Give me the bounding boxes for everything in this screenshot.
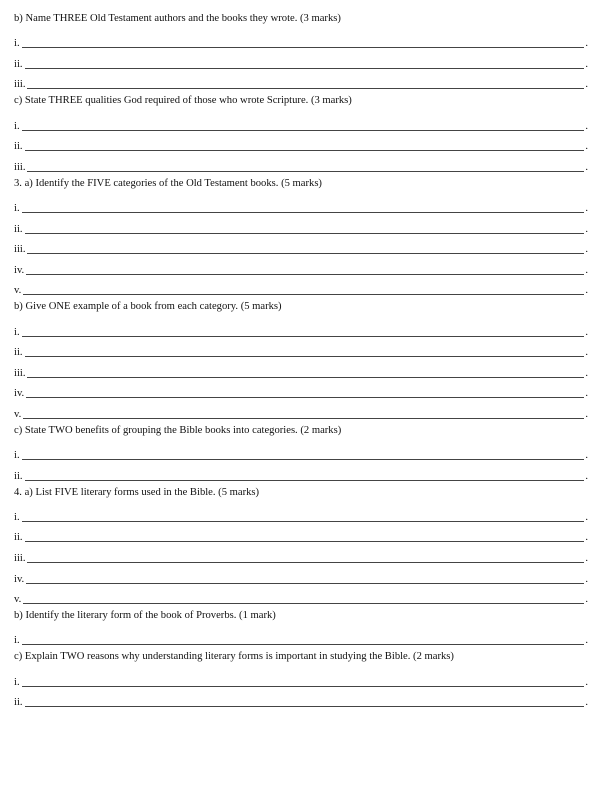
answer-rule[interactable] bbox=[22, 459, 585, 460]
worksheet-page bbox=[14, 9, 588, 709]
line-end-dot: . bbox=[585, 223, 588, 235]
answer-rule[interactable] bbox=[25, 706, 585, 707]
answer-line-number: i. bbox=[14, 676, 20, 688]
answer-rule[interactable] bbox=[22, 47, 585, 48]
answer-line-number: v. bbox=[14, 285, 22, 297]
question-text: b) Give ONE example of a book from each category. (5 marks) bbox=[14, 301, 282, 313]
answer-line-number: iv. bbox=[14, 573, 25, 585]
answer-line[interactable] bbox=[14, 277, 588, 298]
line-end-dot: . bbox=[585, 388, 588, 400]
answer-line-number: ii. bbox=[14, 697, 23, 709]
answer-rule[interactable] bbox=[22, 212, 585, 213]
line-end-dot: . bbox=[585, 367, 588, 379]
answer-line-number: i. bbox=[14, 38, 20, 50]
answer-line[interactable] bbox=[14, 194, 588, 215]
answer-line-number: v. bbox=[14, 408, 22, 420]
line-end-dot: . bbox=[585, 697, 588, 709]
line-end-dot: . bbox=[585, 244, 588, 256]
answer-line-number: i. bbox=[14, 120, 20, 132]
answer-line[interactable] bbox=[14, 462, 588, 483]
question-text: 3. a) Identify the FIVE categories of the Old Testament books. (5 marks) bbox=[14, 177, 322, 189]
answer-rule[interactable] bbox=[25, 541, 585, 542]
answer-line[interactable] bbox=[14, 565, 588, 586]
answer-line[interactable] bbox=[14, 50, 588, 71]
answer-rule[interactable] bbox=[27, 88, 584, 89]
answer-line-number: i. bbox=[14, 202, 20, 214]
answer-rule[interactable] bbox=[23, 294, 584, 295]
answer-rule[interactable] bbox=[22, 130, 585, 131]
answer-line[interactable] bbox=[14, 215, 588, 236]
line-end-dot: . bbox=[585, 676, 588, 688]
answer-line-number: iii. bbox=[14, 244, 26, 256]
answer-line[interactable] bbox=[14, 380, 588, 401]
answer-line[interactable] bbox=[14, 71, 588, 92]
answer-line[interactable] bbox=[14, 153, 588, 174]
answer-rule[interactable] bbox=[25, 233, 585, 234]
line-end-dot: . bbox=[585, 326, 588, 338]
answer-line[interactable] bbox=[14, 627, 588, 648]
answer-line-number: i. bbox=[14, 450, 20, 462]
line-end-dot: . bbox=[585, 553, 588, 565]
question-text: b) Identify the literary form of the book of Proverbs. (1 mark) bbox=[14, 610, 276, 622]
line-end-dot: . bbox=[585, 635, 588, 647]
answer-rule[interactable] bbox=[26, 397, 584, 398]
answer-line[interactable] bbox=[14, 586, 588, 607]
answer-rule[interactable] bbox=[22, 644, 585, 645]
answer-rule[interactable] bbox=[27, 171, 584, 172]
answer-rule[interactable] bbox=[25, 150, 585, 151]
answer-line[interactable] bbox=[14, 256, 588, 277]
line-end-dot: . bbox=[585, 264, 588, 276]
answer-line-number: ii. bbox=[14, 347, 23, 359]
answer-rule[interactable] bbox=[25, 68, 585, 69]
answer-line[interactable] bbox=[14, 668, 588, 689]
answer-rule[interactable] bbox=[22, 686, 585, 687]
line-end-dot: . bbox=[585, 347, 588, 359]
line-end-dot: . bbox=[585, 470, 588, 482]
answer-rule[interactable] bbox=[27, 377, 584, 378]
line-end-dot: . bbox=[585, 511, 588, 523]
question-text: b) Name THREE Old Testament authors and the books they wrote. (3 marks) bbox=[14, 13, 341, 24]
line-end-dot: . bbox=[585, 202, 588, 214]
answer-line[interactable] bbox=[14, 400, 588, 421]
answer-line[interactable] bbox=[14, 359, 588, 380]
line-end-dot: . bbox=[585, 285, 588, 297]
answer-line[interactable] bbox=[14, 544, 588, 565]
answer-line-number: i. bbox=[14, 511, 20, 523]
line-end-dot: . bbox=[585, 408, 588, 420]
answer-rule[interactable] bbox=[22, 336, 585, 337]
answer-rule[interactable] bbox=[22, 521, 585, 522]
answer-line-number: iii. bbox=[14, 161, 26, 173]
line-end-dot: . bbox=[585, 161, 588, 173]
line-end-dot: . bbox=[585, 38, 588, 50]
answer-rule[interactable] bbox=[23, 603, 584, 604]
line-end-dot: . bbox=[585, 594, 588, 606]
answer-line-number: v. bbox=[14, 594, 22, 606]
answer-rule[interactable] bbox=[25, 356, 585, 357]
line-end-dot: . bbox=[585, 79, 588, 91]
answer-line[interactable] bbox=[14, 133, 588, 154]
answer-line-number: ii. bbox=[14, 532, 23, 544]
answer-line[interactable] bbox=[14, 441, 588, 462]
line-end-dot: . bbox=[585, 58, 588, 70]
line-end-dot: . bbox=[585, 450, 588, 462]
question-text: 4. a) List FIVE literary forms used in the Bible. (5 marks) bbox=[14, 486, 260, 498]
answer-line-number: iv. bbox=[14, 388, 25, 400]
answer-line[interactable] bbox=[14, 339, 588, 360]
question-text: c) State THREE qualities God required of those who wrote Scripture. (3 marks) bbox=[14, 95, 352, 107]
answer-line-number: ii. bbox=[14, 223, 23, 235]
answer-line-number: ii. bbox=[14, 470, 23, 482]
line-end-dot: . bbox=[585, 573, 588, 585]
answer-line-number: ii. bbox=[14, 58, 23, 70]
answer-rule[interactable] bbox=[27, 253, 584, 254]
answer-line-number: iv. bbox=[14, 264, 25, 276]
question-text: c) State TWO benefits of grouping the Bible books into categories. (2 marks) bbox=[14, 424, 342, 436]
answer-line-number: i. bbox=[14, 326, 20, 338]
answer-line-number: i. bbox=[14, 635, 20, 647]
answer-line[interactable] bbox=[14, 503, 588, 524]
answer-line[interactable] bbox=[14, 318, 588, 339]
line-end-dot: . bbox=[585, 141, 588, 153]
answer-line-number: iii. bbox=[14, 553, 26, 565]
answer-rule[interactable] bbox=[26, 274, 584, 275]
answer-rule[interactable] bbox=[27, 562, 584, 563]
answer-line[interactable] bbox=[14, 30, 588, 51]
answer-line[interactable] bbox=[14, 524, 588, 545]
answer-rule[interactable] bbox=[23, 418, 584, 419]
answer-line-number: ii. bbox=[14, 141, 23, 153]
question-text: c) Explain TWO reasons why understanding literary forms is important in studying the Bible. (2 marks) bbox=[14, 651, 454, 663]
answer-line[interactable] bbox=[14, 236, 588, 257]
answer-line[interactable] bbox=[14, 689, 588, 710]
answer-rule[interactable] bbox=[25, 480, 585, 481]
line-end-dot: . bbox=[585, 532, 588, 544]
answer-line-number: iii. bbox=[14, 367, 26, 379]
answer-rule[interactable] bbox=[26, 583, 584, 584]
answer-line[interactable] bbox=[14, 112, 588, 133]
line-end-dot: . bbox=[585, 120, 588, 132]
answer-line-number: iii. bbox=[14, 79, 26, 91]
